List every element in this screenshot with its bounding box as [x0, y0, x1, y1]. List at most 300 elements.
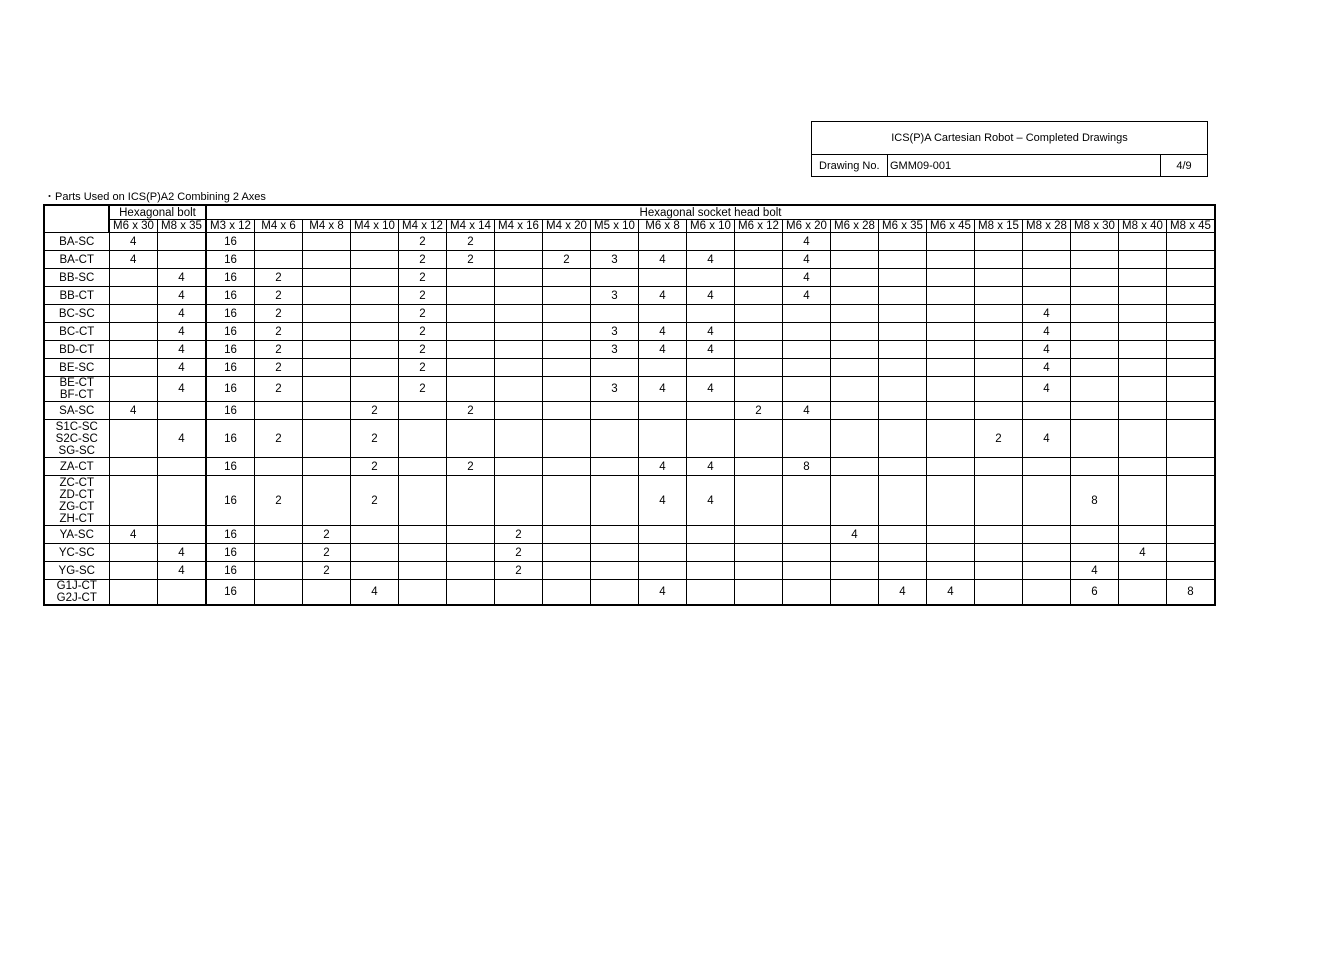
parts-table [43, 204, 1216, 606]
qty-cell [447, 287, 495, 305]
qty-cell [1167, 544, 1216, 562]
qty-cell [158, 402, 207, 420]
qty-cell [591, 269, 639, 287]
qty-cell: 2 [351, 420, 399, 458]
qty-cell [543, 544, 591, 562]
qty-cell [735, 341, 783, 359]
qty-cell [1071, 305, 1119, 323]
model-name: BB-SC [59, 271, 95, 284]
qty-cell: 4 [158, 269, 207, 287]
qty-cell [109, 458, 158, 476]
qty-cell: 2 [255, 287, 303, 305]
qty-cell [591, 476, 639, 526]
qty-cell [351, 526, 399, 544]
qty-cell [399, 526, 447, 544]
qty-cell: 3 [591, 251, 639, 269]
qty-cell [1119, 476, 1167, 526]
qty-cell [975, 562, 1023, 580]
drawing-info-row [812, 155, 1207, 177]
qty-cell [109, 420, 158, 458]
qty-cell: 4 [109, 233, 158, 251]
model-cell [44, 580, 109, 606]
qty-cell: 2 [255, 377, 303, 402]
qty-cell: 4 [687, 341, 735, 359]
qty-cell [1023, 287, 1071, 305]
qty-cell [543, 476, 591, 526]
model-name: S1C-SC [55, 420, 98, 433]
qty-cell [399, 458, 447, 476]
model-name: BA-SC [59, 235, 95, 248]
qty-cell [735, 305, 783, 323]
model-name: BB-CT [59, 289, 94, 302]
qty-cell: 4 [783, 251, 831, 269]
qty-cell [735, 251, 783, 269]
qty-cell: 4 [1023, 420, 1071, 458]
qty-cell [447, 526, 495, 544]
qty-cell: 2 [399, 377, 447, 402]
table-caption: ・Parts Used on ICS(P)A2 Combining 2 Axes [44, 191, 266, 203]
model-name: ZG-CT [59, 500, 95, 513]
qty-cell [399, 544, 447, 562]
table-row [44, 377, 1215, 402]
qty-cell [303, 377, 351, 402]
qty-cell [1167, 458, 1216, 476]
qty-cell [495, 476, 543, 526]
qty-cell [495, 420, 543, 458]
qty-cell [591, 233, 639, 251]
qty-cell [1071, 341, 1119, 359]
qty-cell [1167, 287, 1216, 305]
qty-cell [1071, 359, 1119, 377]
qty-cell: 2 [255, 269, 303, 287]
size-header: M6 x 35 [879, 220, 927, 233]
qty-cell [1023, 402, 1071, 420]
qty-cell: 16 [206, 233, 255, 251]
qty-cell [735, 420, 783, 458]
qty-cell: 16 [206, 269, 255, 287]
qty-cell [687, 359, 735, 377]
qty-cell [831, 305, 879, 323]
qty-cell [639, 359, 687, 377]
qty-cell [303, 402, 351, 420]
qty-cell [1071, 402, 1119, 420]
qty-cell [351, 251, 399, 269]
qty-cell [687, 269, 735, 287]
size-header: M6 x 12 [735, 220, 783, 233]
qty-cell: 16 [206, 458, 255, 476]
qty-cell [879, 341, 927, 359]
qty-cell [783, 526, 831, 544]
model-cell [44, 526, 109, 544]
qty-cell [1167, 562, 1216, 580]
qty-cell [1071, 233, 1119, 251]
qty-cell [543, 458, 591, 476]
qty-cell [543, 526, 591, 544]
model-name: YA-SC [59, 528, 94, 541]
qty-cell: 4 [158, 287, 207, 305]
table-row [44, 580, 1215, 606]
qty-cell [735, 544, 783, 562]
qty-cell [543, 341, 591, 359]
qty-cell [109, 269, 158, 287]
size-header-row [44, 220, 1215, 233]
table-row [44, 420, 1215, 458]
qty-cell [1023, 580, 1071, 606]
model-name: BC-CT [59, 325, 95, 338]
model-name: ZC-CT [59, 476, 94, 489]
qty-cell: 16 [206, 562, 255, 580]
qty-cell [1119, 562, 1167, 580]
qty-cell [158, 526, 207, 544]
drawing-no-label: Drawing No. [812, 155, 888, 177]
qty-cell [591, 580, 639, 606]
size-header: M8 x 35 [158, 220, 207, 233]
qty-cell [543, 377, 591, 402]
qty-cell: 8 [1167, 580, 1216, 606]
qty-cell [831, 377, 879, 402]
qty-cell [303, 269, 351, 287]
qty-cell: 2 [447, 233, 495, 251]
model-cell [44, 377, 109, 402]
qty-cell: 2 [351, 476, 399, 526]
qty-cell [495, 233, 543, 251]
model-cell [44, 544, 109, 562]
qty-cell [447, 359, 495, 377]
qty-cell [639, 269, 687, 287]
qty-cell [687, 562, 735, 580]
qty-cell [1119, 269, 1167, 287]
size-header: M6 x 30 [109, 220, 158, 233]
size-header: M4 x 6 [255, 220, 303, 233]
qty-cell: 2 [255, 323, 303, 341]
qty-cell [639, 420, 687, 458]
qty-cell [1119, 287, 1167, 305]
qty-cell: 2 [975, 420, 1023, 458]
qty-cell: 2 [399, 359, 447, 377]
qty-cell [783, 562, 831, 580]
qty-cell [351, 562, 399, 580]
qty-cell [879, 562, 927, 580]
qty-cell [351, 269, 399, 287]
qty-cell: 4 [109, 526, 158, 544]
qty-cell: 2 [447, 458, 495, 476]
qty-cell [158, 458, 207, 476]
qty-cell [831, 341, 879, 359]
qty-cell [783, 476, 831, 526]
qty-cell [303, 305, 351, 323]
qty-cell [1167, 377, 1216, 402]
qty-cell [1023, 544, 1071, 562]
qty-cell [687, 420, 735, 458]
qty-cell [975, 359, 1023, 377]
qty-cell [1023, 526, 1071, 544]
qty-cell [1119, 458, 1167, 476]
qty-cell [1167, 269, 1216, 287]
qty-cell [975, 305, 1023, 323]
qty-cell [879, 269, 927, 287]
table-row [44, 526, 1215, 544]
qty-cell [927, 251, 975, 269]
qty-cell [591, 526, 639, 544]
qty-cell [879, 526, 927, 544]
qty-cell [1167, 323, 1216, 341]
qty-cell [109, 377, 158, 402]
model-name: SA-SC [59, 404, 95, 417]
qty-cell [351, 323, 399, 341]
size-header: M6 x 45 [927, 220, 975, 233]
qty-cell [783, 377, 831, 402]
qty-cell [158, 251, 207, 269]
qty-cell [543, 233, 591, 251]
qty-cell [1167, 233, 1216, 251]
qty-cell [927, 341, 975, 359]
size-header: M8 x 28 [1023, 220, 1071, 233]
qty-cell [879, 458, 927, 476]
qty-cell [447, 341, 495, 359]
size-header: M5 x 10 [591, 220, 639, 233]
qty-cell [158, 233, 207, 251]
qty-cell [109, 323, 158, 341]
qty-cell [735, 580, 783, 606]
qty-cell [109, 287, 158, 305]
size-header: M4 x 14 [447, 220, 495, 233]
qty-cell [351, 377, 399, 402]
size-header: M6 x 28 [831, 220, 879, 233]
title-block [811, 121, 1208, 177]
qty-cell [927, 305, 975, 323]
model-name: ZD-CT [59, 488, 94, 501]
qty-cell [975, 458, 1023, 476]
qty-cell [1071, 269, 1119, 287]
qty-cell [495, 287, 543, 305]
qty-cell [879, 287, 927, 305]
qty-cell [255, 251, 303, 269]
size-header: M6 x 10 [687, 220, 735, 233]
qty-cell [399, 562, 447, 580]
qty-cell: 2 [399, 251, 447, 269]
model-cell [44, 420, 109, 458]
qty-cell: 2 [399, 287, 447, 305]
qty-cell [831, 233, 879, 251]
qty-cell: 4 [158, 377, 207, 402]
qty-cell: 8 [1071, 476, 1119, 526]
size-header: M4 x 20 [543, 220, 591, 233]
qty-cell: 2 [543, 251, 591, 269]
qty-cell: 16 [206, 359, 255, 377]
qty-cell: 2 [399, 323, 447, 341]
qty-cell [831, 580, 879, 606]
table-row [44, 305, 1215, 323]
model-cell [44, 305, 109, 323]
parts-body [44, 233, 1215, 606]
qty-cell: 4 [639, 323, 687, 341]
qty-cell [255, 544, 303, 562]
qty-cell [495, 377, 543, 402]
qty-cell: 16 [206, 251, 255, 269]
qty-cell [879, 402, 927, 420]
qty-cell [495, 269, 543, 287]
qty-cell [447, 323, 495, 341]
qty-cell [735, 323, 783, 341]
qty-cell [879, 251, 927, 269]
qty-cell [591, 562, 639, 580]
model-name: G1J-CT [56, 580, 97, 592]
qty-cell [975, 377, 1023, 402]
qty-cell [927, 377, 975, 402]
hex-bolt-header: Hexagonal bolt [109, 205, 206, 220]
qty-cell [1119, 341, 1167, 359]
qty-cell: 4 [158, 544, 207, 562]
qty-cell: 4 [687, 476, 735, 526]
qty-cell: 4 [687, 377, 735, 402]
qty-cell [1071, 323, 1119, 341]
qty-cell [879, 544, 927, 562]
qty-cell [447, 420, 495, 458]
qty-cell [303, 287, 351, 305]
qty-cell [255, 233, 303, 251]
qty-cell: 2 [303, 526, 351, 544]
drawing-no-value: GMM09-001 [888, 155, 1161, 177]
qty-cell [927, 526, 975, 544]
qty-cell [591, 305, 639, 323]
qty-cell: 2 [447, 251, 495, 269]
qty-cell [1023, 269, 1071, 287]
qty-cell [1071, 377, 1119, 402]
qty-cell: 2 [735, 402, 783, 420]
qty-cell: 4 [158, 323, 207, 341]
qty-cell [927, 402, 975, 420]
qty-cell [591, 359, 639, 377]
qty-cell [495, 458, 543, 476]
qty-cell: 4 [783, 269, 831, 287]
qty-cell [927, 269, 975, 287]
qty-cell [1119, 377, 1167, 402]
table-row [44, 359, 1215, 377]
qty-cell: 4 [783, 402, 831, 420]
qty-cell [1071, 526, 1119, 544]
qty-cell [687, 305, 735, 323]
qty-cell [735, 359, 783, 377]
qty-cell [879, 377, 927, 402]
model-name: BF-CT [59, 389, 94, 401]
qty-cell [1119, 402, 1167, 420]
qty-cell [109, 305, 158, 323]
qty-cell [447, 580, 495, 606]
table-row [44, 251, 1215, 269]
qty-cell [975, 341, 1023, 359]
qty-cell: 4 [1023, 323, 1071, 341]
qty-cell [109, 580, 158, 606]
qty-cell [639, 562, 687, 580]
qty-cell: 4 [109, 402, 158, 420]
qty-cell: 4 [639, 287, 687, 305]
qty-cell [495, 251, 543, 269]
model-cell [44, 458, 109, 476]
qty-cell: 4 [687, 458, 735, 476]
model-name: ZH-CT [59, 512, 94, 525]
qty-cell: 4 [1023, 305, 1071, 323]
qty-cell [109, 341, 158, 359]
qty-cell [783, 341, 831, 359]
qty-cell [1071, 544, 1119, 562]
qty-cell [735, 458, 783, 476]
qty-cell [831, 544, 879, 562]
qty-cell: 4 [1119, 544, 1167, 562]
model-cell [44, 476, 109, 526]
qty-cell [351, 233, 399, 251]
model-name: G2J-CT [56, 592, 97, 604]
table-row [44, 233, 1215, 251]
qty-cell [1023, 233, 1071, 251]
model-cell [44, 323, 109, 341]
model-name: BD-CT [59, 343, 95, 356]
qty-cell: 4 [639, 341, 687, 359]
qty-cell [1023, 562, 1071, 580]
qty-cell [303, 359, 351, 377]
qty-cell: 2 [255, 359, 303, 377]
qty-cell [1167, 251, 1216, 269]
qty-cell: 16 [206, 377, 255, 402]
qty-cell: 16 [206, 544, 255, 562]
model-name: BA-CT [59, 253, 94, 266]
qty-cell [831, 420, 879, 458]
qty-cell: 2 [351, 402, 399, 420]
qty-cell [303, 580, 351, 606]
qty-cell [783, 305, 831, 323]
qty-cell [687, 580, 735, 606]
qty-cell [351, 359, 399, 377]
qty-cell: 8 [783, 458, 831, 476]
qty-cell [303, 251, 351, 269]
qty-cell [927, 544, 975, 562]
qty-cell [927, 420, 975, 458]
qty-cell [831, 359, 879, 377]
qty-cell [351, 544, 399, 562]
qty-cell [351, 305, 399, 323]
qty-cell [591, 420, 639, 458]
qty-cell [255, 562, 303, 580]
qty-cell [495, 323, 543, 341]
qty-cell [447, 544, 495, 562]
qty-cell [351, 341, 399, 359]
qty-cell [543, 269, 591, 287]
qty-cell [447, 269, 495, 287]
qty-cell: 4 [158, 562, 207, 580]
model-name: YC-SC [58, 546, 95, 559]
qty-cell [927, 359, 975, 377]
qty-cell [831, 323, 879, 341]
table-row [44, 287, 1215, 305]
qty-cell: 4 [783, 287, 831, 305]
size-header: M4 x 10 [351, 220, 399, 233]
qty-cell: 4 [639, 377, 687, 402]
qty-cell [831, 402, 879, 420]
qty-cell [255, 402, 303, 420]
qty-cell [975, 580, 1023, 606]
qty-cell [591, 402, 639, 420]
qty-cell [831, 562, 879, 580]
qty-cell: 16 [206, 287, 255, 305]
qty-cell [735, 526, 783, 544]
qty-cell [927, 458, 975, 476]
qty-cell [1167, 526, 1216, 544]
model-cell [44, 233, 109, 251]
qty-cell: 4 [158, 359, 207, 377]
qty-cell [1167, 305, 1216, 323]
qty-cell [255, 458, 303, 476]
model-cell [44, 251, 109, 269]
qty-cell [1023, 476, 1071, 526]
